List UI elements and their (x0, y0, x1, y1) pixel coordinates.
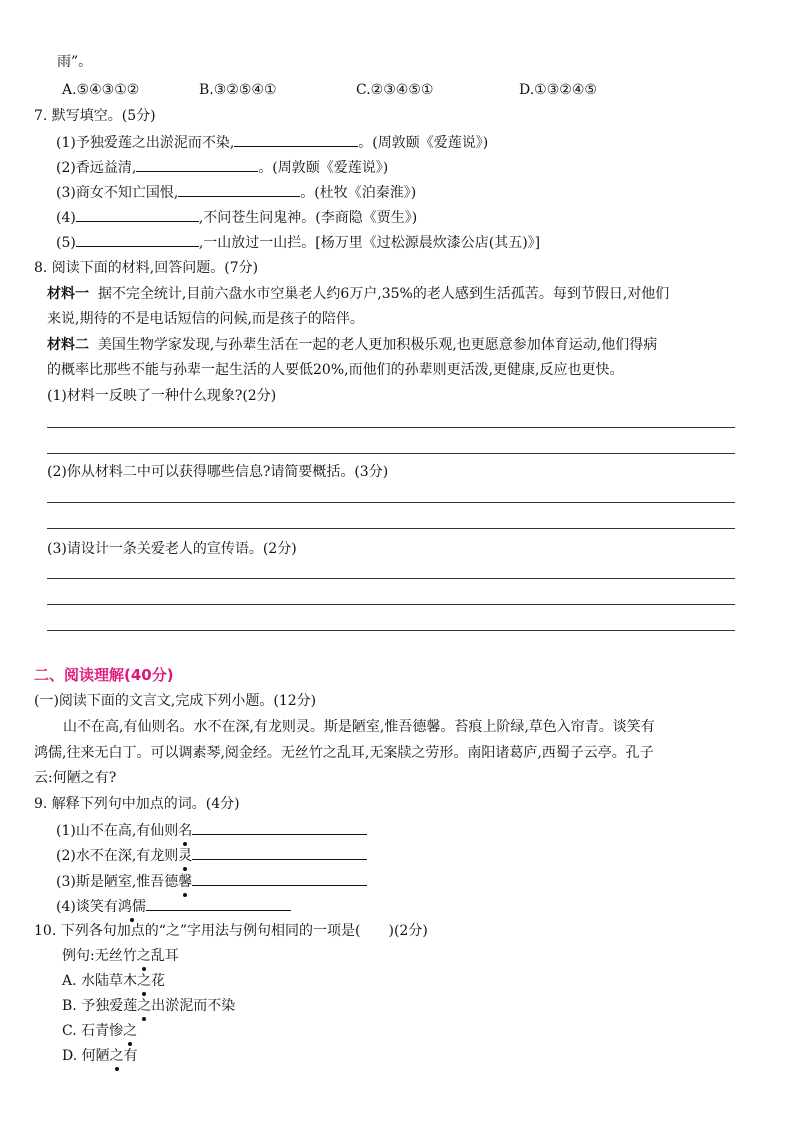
option-a: A.⑤④③①② (62, 82, 140, 98)
q8-sub-2: (2)你从材料二中可以获得哪些信息?请简要概括。(3分) (47, 464, 389, 480)
q7-item-1 (56, 132, 488, 153)
q9-item-4-pre: (4)谈笑有 (56, 899, 118, 915)
q7-item-5-pre: (5) (56, 235, 76, 251)
q10-option-a-pre: A. 水陆草木 (62, 973, 138, 989)
q7-item-4-pre: (4) (56, 210, 76, 226)
q9-item-3 (56, 871, 367, 892)
q9-item-1 (56, 820, 367, 841)
passage-line-1: 山不在高,有仙则名。水不在深,有龙则灵。斯是陋室,惟吾德馨。苔痕上阶绿,草色入帘青。谈笑有 (63, 719, 655, 735)
q7-item-4-post: ,不问苍生问鬼神。(李商隐《贾生》) (198, 210, 418, 226)
dotted-word: 之 (137, 973, 152, 989)
q9-item-3-pre: (3)斯是陋室,惟吾德 (56, 874, 179, 890)
q10-option-c-pre: C. 石青惨 (62, 1023, 124, 1039)
q7-item-5-post: ,一山放过一山拦。[杨万里《过松源晨炊漆公店(其五)》] (198, 235, 541, 251)
q7-blank-5[interactable] (76, 232, 199, 247)
dotted-word: 鸿儒 (117, 899, 146, 915)
reading-part-1-stem: (一)阅读下面的文言文,完成下列小题。(12分) (34, 693, 317, 709)
q7-blank-4[interactable] (76, 207, 199, 222)
q7-item-2-post: 。(周敦颐《爱莲说》) (258, 160, 389, 176)
material-2-line-2: 的概率比那些不能与孙辈一起生活的人要低20%,而他们的孙辈则更活泼,更健康,反应也更快。 (47, 362, 624, 378)
q10-option-a-post: 花 (151, 973, 166, 989)
q10-option-b[interactable] (62, 996, 235, 1016)
q10-option-d-pre: D. 何陋 (62, 1048, 110, 1064)
q10-example-pre: 例句:无丝竹 (62, 948, 137, 964)
q10-option-a[interactable] (62, 971, 165, 991)
q10-option-b-pre: B. 予独爱莲 (62, 998, 138, 1014)
previous-question-tail: 雨”。 (57, 54, 93, 70)
q8-sub-1: (1)材料一反映了一种什么现象?(2分) (47, 388, 277, 404)
q9-blank-3[interactable] (192, 871, 367, 886)
dotted-word: 灵 (178, 848, 193, 864)
q10-stem: 10. 下列各句加点的“之”字用法与例句相同的一项是( )(2分) (34, 923, 428, 939)
q10-example-post: 乱耳 (150, 948, 179, 964)
material-1-text-1: 据不完全统计,目前六盘水市空巢老人约6万户,35%的老人感到生活孤苦。每到节假日,对他们 (97, 286, 670, 302)
option-d: D.①③②④⑤ (519, 82, 597, 98)
material-2-text-1: 美国生物学家发现,与孙辈生活在一起的老人更加积极乐观,也更愿意参加体育运动,他们得病 (97, 337, 658, 353)
option-c: C.②③④⑤① (356, 82, 434, 98)
q10-example (62, 946, 179, 966)
dotted-word: 之 (109, 1048, 124, 1064)
option-b: B.③②⑤④① (199, 82, 277, 98)
q7-item-1-post: 。(周敦颐《爱莲说》) (358, 135, 489, 151)
section-title: 二、阅读理解(40分) (34, 666, 174, 684)
q10-option-d[interactable] (62, 1046, 138, 1066)
material-2-label: 材料二 (47, 337, 89, 353)
q7-stem: 7. 默写填空。(5分) (34, 108, 156, 124)
answer-line[interactable] (47, 604, 735, 605)
q9-item-2-pre: (2)水不在深,有龙则 (56, 848, 179, 864)
answer-line[interactable] (47, 502, 735, 503)
answer-line[interactable] (47, 453, 735, 454)
q10-option-b-post: 出淤泥而不染 (151, 998, 236, 1014)
q7-blank-2[interactable] (136, 157, 258, 172)
dotted-word: 馨 (178, 874, 193, 890)
q7-item-2-pre: (2)香远益清, (56, 160, 137, 176)
q9-stem: 9. 解释下列句中加点的词。(4分) (34, 796, 240, 812)
dotted-word: 名 (178, 823, 193, 839)
q9-item-2 (56, 845, 367, 866)
q9-blank-1[interactable] (192, 820, 367, 835)
q7-item-3-pre: (3)商女不知亡国恨, (56, 185, 179, 201)
answer-line[interactable] (47, 578, 735, 579)
answer-line[interactable] (47, 528, 735, 529)
q7-blank-1[interactable] (234, 132, 358, 147)
dotted-word: 之 (136, 948, 151, 964)
passage-line-3: 云:何陋之有? (34, 770, 117, 786)
q7-item-4 (56, 207, 417, 228)
q8-stem: 8. 阅读下面的材料,回答问题。(7分) (34, 260, 259, 276)
q7-item-3-post: 。(杜牧《泊秦淮》) (300, 185, 417, 201)
q7-blank-3[interactable] (178, 182, 300, 197)
material-1-line-2: 来说,期待的不是电话短信的问候,而是孩子的陪伴。 (47, 311, 364, 327)
material-1-label: 材料一 (47, 286, 89, 302)
dotted-word: 之 (123, 1023, 138, 1039)
q9-item-4 (56, 896, 291, 917)
q8-sub-3: (3)请设计一条关爱老人的宣传语。(2分) (47, 541, 297, 557)
dotted-word: 之 (137, 998, 152, 1014)
answer-line[interactable] (47, 427, 735, 428)
answer-line[interactable] (47, 630, 735, 631)
passage-line-2: 鸿儒,往来无白丁。可以调素琴,阅金经。无丝竹之乱耳,无案牍之劳形。南阳诸葛庐,西蜀子云亭。孔子 (34, 745, 654, 761)
q7-item-3 (56, 182, 416, 203)
material-1-line-1 (47, 284, 669, 304)
q9-item-1-pre: (1)山不在高,有仙则 (56, 823, 179, 839)
material-2-line-1 (47, 335, 657, 355)
q7-item-5 (56, 232, 540, 253)
q9-blank-4[interactable] (146, 896, 291, 911)
q10-option-d-post: 有 (123, 1048, 138, 1064)
q10-option-c[interactable] (62, 1021, 137, 1041)
q7-item-2 (56, 157, 388, 178)
q7-item-1-pre: (1)予独爱莲之出淤泥而不染, (56, 135, 235, 151)
q9-blank-2[interactable] (192, 845, 367, 860)
